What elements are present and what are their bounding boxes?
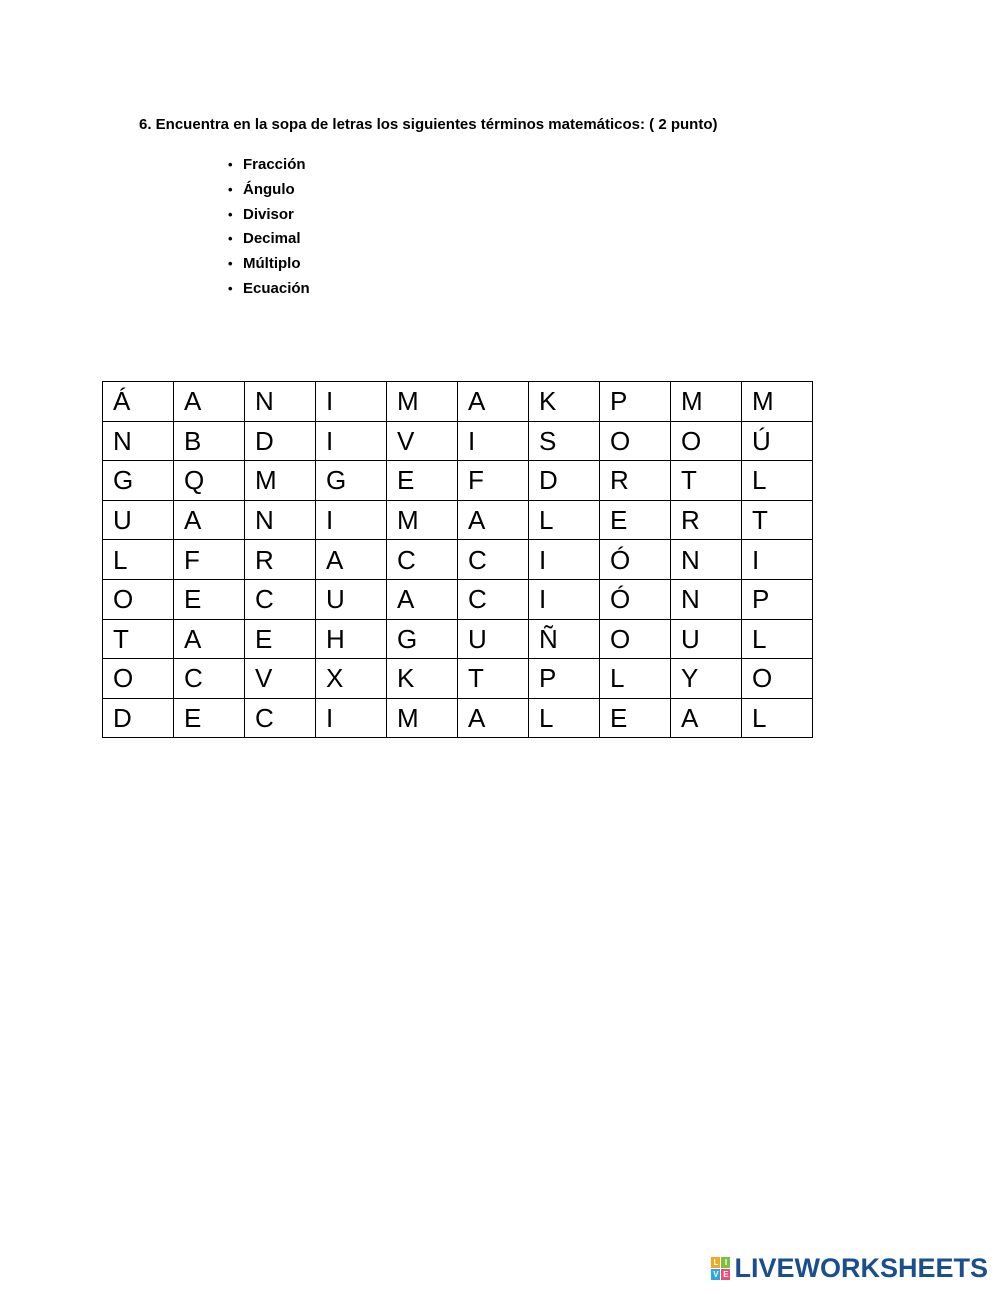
grid-cell[interactable]: C xyxy=(245,579,316,619)
grid-cell[interactable]: O xyxy=(742,659,813,699)
grid-cell[interactable]: O xyxy=(103,579,174,619)
list-item xyxy=(226,253,310,278)
term-label: Ángulo xyxy=(243,180,295,198)
grid-cell[interactable]: Ú xyxy=(742,421,813,461)
grid-row xyxy=(103,540,813,580)
grid-cell[interactable]: N xyxy=(245,382,316,422)
grid-cell[interactable]: A xyxy=(458,382,529,422)
grid-cell[interactable]: N xyxy=(671,579,742,619)
grid-cell[interactable]: C xyxy=(458,579,529,619)
instruction-heading: 6. Encuentra en la sopa de letras los siguientes términos matemáticos: ( 2 punto) xyxy=(139,116,718,133)
grid-cell[interactable]: E xyxy=(245,619,316,659)
grid-cell[interactable]: O xyxy=(103,659,174,699)
list-item xyxy=(226,228,310,253)
grid-cell[interactable]: C xyxy=(245,698,316,738)
grid-row xyxy=(103,382,813,422)
grid-cell[interactable]: Y xyxy=(671,659,742,699)
grid-cell[interactable]: P xyxy=(600,382,671,422)
grid-cell[interactable]: L xyxy=(529,500,600,540)
grid-cell[interactable]: G xyxy=(316,461,387,501)
grid-cell[interactable]: N xyxy=(671,540,742,580)
bullet-icon: • xyxy=(228,206,233,222)
grid-cell[interactable]: G xyxy=(103,461,174,501)
grid-cell[interactable]: K xyxy=(387,659,458,699)
term-label: Fracción xyxy=(243,156,306,173)
grid-cell[interactable]: I xyxy=(742,540,813,580)
grid-cell[interactable]: E xyxy=(600,500,671,540)
logo-letter: L xyxy=(711,1257,720,1268)
list-item xyxy=(226,179,310,204)
grid-cell[interactable]: M xyxy=(387,698,458,738)
grid-cell[interactable]: R xyxy=(600,461,671,501)
grid-cell[interactable]: T xyxy=(742,500,813,540)
grid-cell[interactable]: D xyxy=(245,421,316,461)
grid-cell[interactable]: K xyxy=(529,382,600,422)
grid-cell[interactable]: Ó xyxy=(600,540,671,580)
grid-cell[interactable]: X xyxy=(316,659,387,699)
bullet-icon: • xyxy=(228,231,233,247)
grid-cell[interactable]: U xyxy=(458,619,529,659)
grid-cell[interactable]: E xyxy=(174,698,245,738)
grid-cell[interactable]: A xyxy=(671,698,742,738)
logo-letter: E xyxy=(723,1270,729,1279)
grid-row xyxy=(103,421,813,461)
grid-cell[interactable]: M xyxy=(742,382,813,422)
word-search-grid xyxy=(102,381,813,738)
liveworksheets-logo-icon xyxy=(711,1257,730,1280)
grid-cell[interactable]: G xyxy=(387,619,458,659)
grid-cell[interactable]: I xyxy=(458,421,529,461)
grid-cell[interactable]: I xyxy=(316,698,387,738)
grid-cell[interactable]: V xyxy=(245,659,316,699)
grid-row xyxy=(103,659,813,699)
grid-cell[interactable]: Ñ xyxy=(529,619,600,659)
grid-cell[interactable]: I xyxy=(316,500,387,540)
grid-cell[interactable]: U xyxy=(671,619,742,659)
term-label: Divisor xyxy=(243,205,294,223)
bullet-icon: • xyxy=(228,181,233,197)
list-item xyxy=(226,278,310,303)
grid-cell[interactable]: T xyxy=(671,461,742,501)
grid-cell[interactable]: A xyxy=(458,698,529,738)
grid-cell[interactable]: D xyxy=(103,698,174,738)
grid-cell[interactable]: L xyxy=(742,619,813,659)
logo-letter: V xyxy=(713,1270,719,1279)
grid-cell[interactable]: E xyxy=(387,461,458,501)
grid-cell[interactable]: D xyxy=(529,461,600,501)
grid-cell[interactable]: Q xyxy=(174,461,245,501)
grid-cell[interactable]: M xyxy=(387,382,458,422)
grid-cell[interactable]: A xyxy=(458,500,529,540)
grid-cell[interactable]: F xyxy=(174,540,245,580)
grid-cell[interactable]: C xyxy=(174,659,245,699)
grid-cell[interactable]: I xyxy=(316,382,387,422)
term-label: Múltiplo xyxy=(243,255,301,273)
list-item xyxy=(226,204,310,229)
grid-row xyxy=(103,579,813,619)
grid-cell[interactable]: R xyxy=(245,540,316,580)
grid-row xyxy=(103,500,813,540)
grid-cell[interactable]: B xyxy=(174,421,245,461)
grid-cell[interactable]: A xyxy=(316,540,387,580)
bullet-icon: • xyxy=(228,256,233,272)
grid-row xyxy=(103,619,813,659)
grid-cell[interactable]: V xyxy=(387,421,458,461)
term-label: Decimal xyxy=(243,230,301,248)
grid-row xyxy=(103,698,813,738)
grid-cell[interactable]: O xyxy=(671,421,742,461)
grid-cell[interactable]: H xyxy=(316,619,387,659)
grid-cell[interactable]: F xyxy=(458,461,529,501)
grid-cell[interactable]: M xyxy=(671,382,742,422)
grid-cell[interactable]: T xyxy=(458,659,529,699)
brand-text: LIVEWORKSHEETS xyxy=(734,1253,988,1283)
logo-letter: I xyxy=(721,1257,730,1268)
grid-cell[interactable]: I xyxy=(529,540,600,580)
grid-cell[interactable]: Ó xyxy=(600,579,671,619)
grid-cell[interactable]: Á xyxy=(103,382,174,422)
bullet-icon: • xyxy=(228,280,233,296)
grid-cell[interactable]: P xyxy=(742,579,813,619)
grid-cell[interactable]: A xyxy=(174,619,245,659)
grid-cell[interactable]: S xyxy=(529,421,600,461)
grid-cell[interactable]: C xyxy=(458,540,529,580)
grid-cell[interactable]: O xyxy=(600,619,671,659)
grid-cell[interactable]: L xyxy=(529,698,600,738)
grid-cell[interactable]: M xyxy=(245,461,316,501)
grid-cell[interactable]: N xyxy=(245,500,316,540)
grid-cell[interactable]: L xyxy=(103,540,174,580)
grid-cell[interactable]: E xyxy=(600,698,671,738)
grid-cell[interactable]: I xyxy=(316,421,387,461)
grid-cell[interactable]: E xyxy=(174,579,245,619)
grid-row xyxy=(103,461,813,501)
grid-cell[interactable]: R xyxy=(671,500,742,540)
grid-cell[interactable]: L xyxy=(600,659,671,699)
grid-cell[interactable]: A xyxy=(174,500,245,540)
grid-cell[interactable]: P xyxy=(529,659,600,699)
grid-cell[interactable]: L xyxy=(742,461,813,501)
grid-cell[interactable]: U xyxy=(316,579,387,619)
grid-cell[interactable]: M xyxy=(387,500,458,540)
grid-cell[interactable]: L xyxy=(742,698,813,738)
term-list xyxy=(226,154,310,303)
grid-cell[interactable]: A xyxy=(387,579,458,619)
term-label: Ecuación xyxy=(243,279,310,297)
bullet-icon: • xyxy=(228,157,233,172)
grid-cell[interactable]: O xyxy=(600,421,671,461)
grid-cell[interactable]: T xyxy=(103,619,174,659)
grid-cell[interactable]: U xyxy=(103,500,174,540)
grid-cell[interactable]: C xyxy=(387,540,458,580)
grid-cell[interactable]: N xyxy=(103,421,174,461)
grid-cell[interactable]: A xyxy=(174,382,245,422)
list-item xyxy=(226,154,310,179)
grid-cell[interactable]: I xyxy=(529,579,600,619)
liveworksheets-brand xyxy=(711,1253,988,1284)
